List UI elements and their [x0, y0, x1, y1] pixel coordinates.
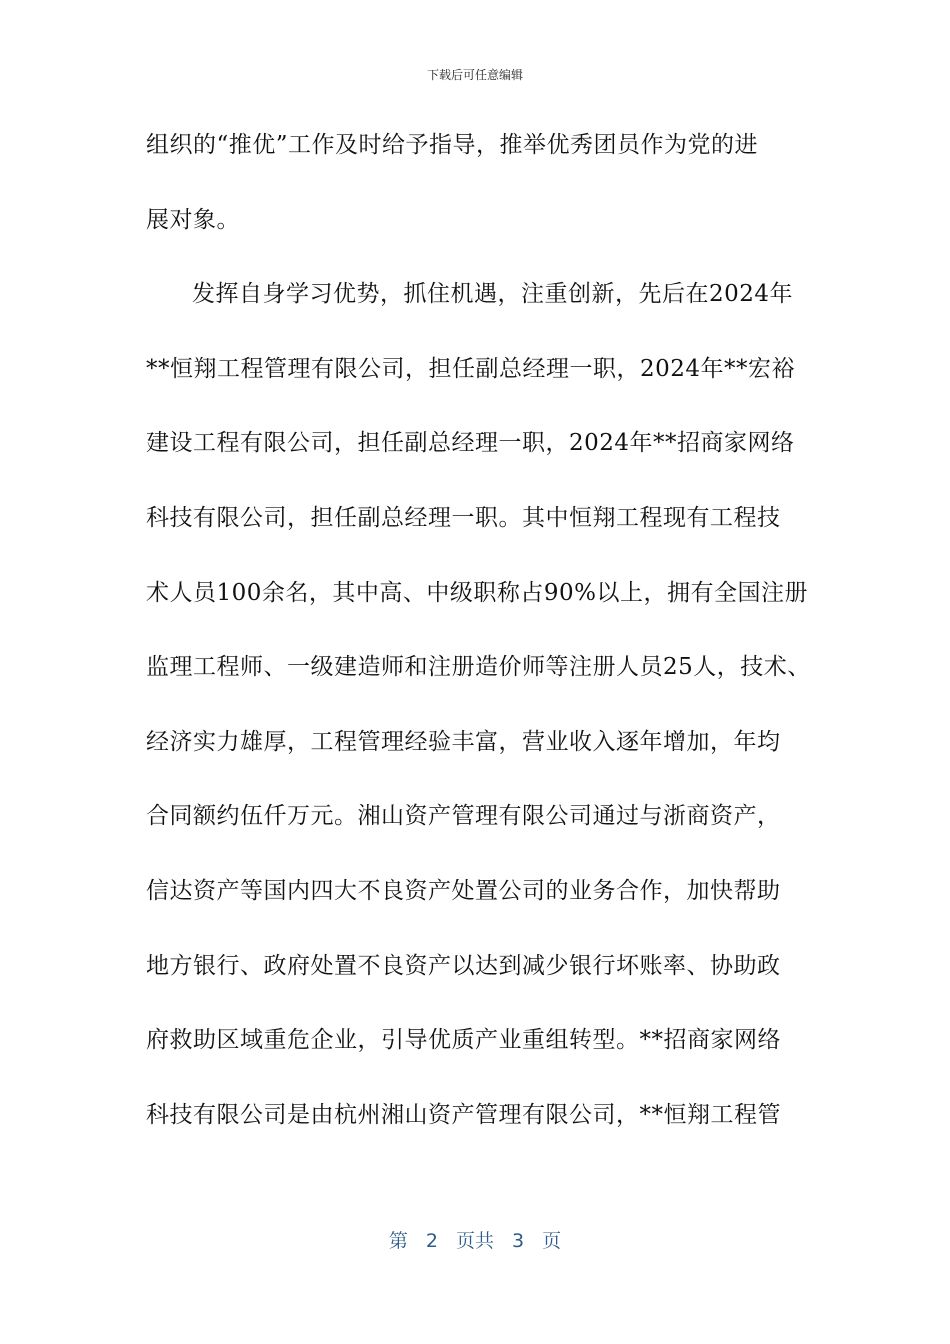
total-pages-number: 3: [512, 1230, 525, 1252]
header-note: 下载后可任意编辑: [426, 68, 523, 82]
text-line: 科技有限公司，担任副总经理一职。其中恒翔工程现有工程技: [146, 504, 781, 531]
paragraph-first-line: 发挥自身学习优势，抓住机遇，注重创新，先后在2024年: [192, 281, 794, 308]
text-line: 术人员100余名，其中高、中级职称占90%以上，拥有全国注册: [146, 579, 809, 606]
text-line: 合同额约伍仟万元。湘山资产管理有限公司通过与浙商资产，: [146, 803, 781, 830]
footer-suffix: 页: [542, 1230, 562, 1252]
current-page-number: 2: [425, 1230, 438, 1252]
text-line: 府救助区域重危企业，引导优质产业重组转型。**招商家网络: [146, 1027, 781, 1054]
document-body: [146, 128, 836, 1172]
text-line: 地方银行、政府处置不良资产以达到减少银行坏账率、协助政: [146, 952, 781, 979]
text-line: **恒翔工程管理有限公司，担任副总经理一职，2024年**宏裕: [146, 355, 796, 382]
text-line: 监理工程师、一级建造师和注册造价师等注册人员25人，技术、: [146, 654, 811, 681]
text-line: 展对象。: [146, 206, 240, 233]
text-line: 组织的“推优”工作及时给予指导，推举优秀团员作为党的进: [146, 132, 759, 158]
text-line: 科技有限公司是由杭州湘山资产管理有限公司，**恒翔工程管: [146, 1101, 781, 1128]
page-footer: [0, 1226, 950, 1253]
footer-prefix: 第: [388, 1230, 408, 1252]
text-line: 信达资产等国内四大不良资产处置公司的业务合作，加快帮助: [146, 877, 781, 904]
footer-middle: 页共: [455, 1230, 494, 1252]
text-line: 经济实力雄厚，工程管理经验丰富，营业收入逐年增加，年均: [146, 728, 781, 755]
text-line: 建设工程有限公司，担任副总经理一职，2024年**招商家网络: [146, 430, 795, 457]
